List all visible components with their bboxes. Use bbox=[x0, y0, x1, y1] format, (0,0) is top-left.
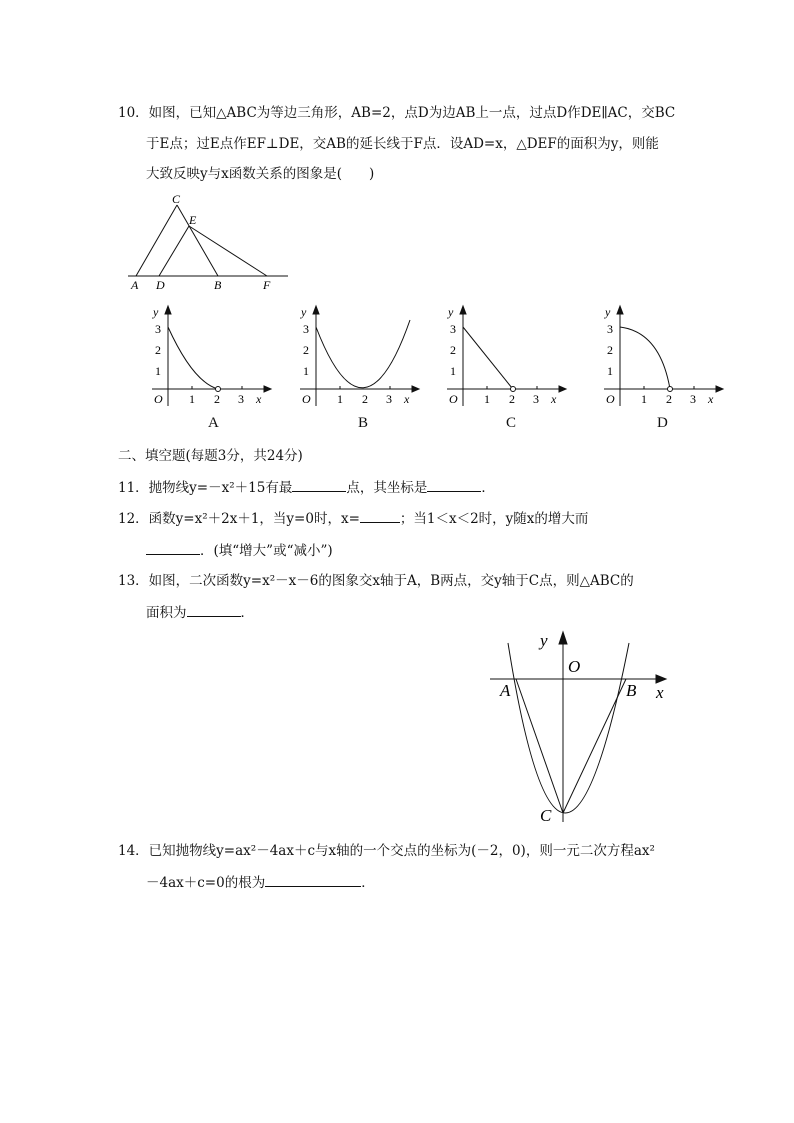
q10-triangle-figure bbox=[120, 190, 300, 290]
q11-blank-1[interactable] bbox=[292, 477, 346, 492]
x-axis-label: x bbox=[256, 392, 262, 406]
graph-option-a bbox=[148, 302, 273, 412]
q10-line-1: 10．如图，已知△ABC为等边三角形，AB=2，点D为边AB上一点，过点D作DE∥AC，交BC bbox=[118, 105, 676, 121]
tick-y-3: 3 bbox=[303, 322, 309, 336]
x-axis-label: x bbox=[551, 392, 557, 406]
y-axis-label: y bbox=[605, 305, 611, 319]
label-c: C bbox=[172, 192, 181, 206]
graph-option-c bbox=[443, 302, 568, 412]
q12-blank-1[interactable] bbox=[360, 508, 400, 523]
section-2-title: 二、填空题(每题3分，共24分) bbox=[118, 448, 303, 464]
q13-text-a: 面积为 bbox=[146, 605, 187, 621]
tick-x-1: 1 bbox=[189, 392, 195, 406]
tick-x-2: 2 bbox=[666, 392, 672, 406]
option-a-label: A bbox=[208, 415, 219, 431]
origin-label: O bbox=[302, 392, 311, 406]
y-axis-label: y bbox=[448, 305, 454, 319]
tick-x-1: 1 bbox=[337, 392, 343, 406]
q13-text-b: ． bbox=[240, 605, 254, 621]
origin-label: O bbox=[154, 392, 163, 406]
tick-y-2: 2 bbox=[607, 343, 613, 357]
label-f: F bbox=[263, 278, 271, 292]
q13-point-a: A bbox=[500, 681, 511, 700]
tick-x-3: 3 bbox=[690, 392, 696, 406]
q13-origin-label: O bbox=[568, 657, 581, 676]
tick-x-3: 3 bbox=[238, 392, 244, 406]
q11-line bbox=[118, 477, 495, 498]
tick-y-1: 1 bbox=[155, 364, 161, 378]
tick-y-3: 3 bbox=[450, 322, 456, 336]
q12-text-c: ．(填“增大”或“减小”) bbox=[200, 543, 333, 559]
graph-option-d bbox=[600, 302, 725, 412]
q14-text-b: ． bbox=[361, 875, 375, 891]
option-c-label: C bbox=[506, 415, 517, 431]
y-axis-label: y bbox=[153, 305, 159, 319]
y-axis-label: y bbox=[301, 305, 307, 319]
tick-y-2: 2 bbox=[155, 343, 161, 357]
tick-x-3: 3 bbox=[386, 392, 392, 406]
tick-y-3: 3 bbox=[607, 322, 613, 336]
q12-line-2 bbox=[146, 540, 333, 561]
tick-x-2: 2 bbox=[214, 392, 220, 406]
q14-blank[interactable] bbox=[265, 872, 361, 887]
x-axis-label: x bbox=[708, 392, 714, 406]
q14-line-1: 14．已知抛物线y=ax²－4ax＋c与x轴的一个交点的坐标为(－2，0)，则一元二次方程ax² bbox=[118, 843, 655, 859]
origin-label: O bbox=[449, 392, 458, 406]
q11-text-c: ． bbox=[481, 480, 495, 496]
label-b: B bbox=[214, 278, 222, 292]
tick-y-2: 2 bbox=[303, 343, 309, 357]
option-d-label: D bbox=[657, 415, 668, 431]
option-b-label: B bbox=[358, 415, 369, 431]
tick-x-2: 2 bbox=[362, 392, 368, 406]
origin-label: O bbox=[606, 392, 615, 406]
q12-text-a: 12．函数y=x²＋2x＋1，当y=0时，x= bbox=[118, 511, 360, 527]
q10-line-3: 大致反映y与x函数关系的图象是( ) bbox=[146, 166, 375, 182]
tick-x-1: 1 bbox=[641, 392, 647, 406]
tick-x-1: 1 bbox=[484, 392, 490, 406]
tick-y-2: 2 bbox=[450, 343, 456, 357]
q12-blank-2[interactable] bbox=[146, 540, 200, 555]
tick-y-1: 1 bbox=[303, 364, 309, 378]
q13-y-label: y bbox=[540, 631, 548, 650]
q13-point-b: B bbox=[626, 681, 637, 700]
label-d: D bbox=[156, 278, 165, 292]
label-e: E bbox=[189, 213, 197, 227]
q11-blank-2[interactable] bbox=[427, 477, 481, 492]
q14-line-2 bbox=[146, 872, 375, 893]
graph-option-b bbox=[296, 302, 421, 412]
q12-line-1 bbox=[118, 508, 588, 529]
q10-line-2: 于E点；过E点作EF⊥DE，交AB的延长线于F点．设AD=x，△DEF的面积为y，则能 bbox=[146, 136, 659, 152]
q13-blank[interactable] bbox=[187, 602, 241, 617]
q13-parabola-figure bbox=[490, 628, 680, 828]
q13-point-c: C bbox=[540, 806, 552, 825]
tick-x-2: 2 bbox=[509, 392, 515, 406]
tick-y-1: 1 bbox=[607, 364, 613, 378]
q13-line-1: 13．如图，二次函数y=x²－x－6的图象交x轴于A，B两点，交y轴于C点，则△ABC的 bbox=[118, 573, 634, 589]
q11-text-b: 点，其坐标是 bbox=[346, 480, 428, 496]
tick-y-3: 3 bbox=[155, 322, 161, 336]
q13-line-2 bbox=[146, 602, 254, 623]
q12-text-b: ；当1＜x＜2时，y随x的增大而 bbox=[399, 511, 589, 527]
x-axis-label: x bbox=[404, 392, 410, 406]
tick-y-1: 1 bbox=[450, 364, 456, 378]
q14-text-a: －4ax＋c=0的根为 bbox=[146, 875, 266, 891]
q13-x-label: x bbox=[656, 683, 664, 702]
tick-x-3: 3 bbox=[533, 392, 539, 406]
label-a: A bbox=[131, 278, 139, 292]
q11-text-a: 11．抛物线y=－x²＋15有最 bbox=[118, 480, 293, 496]
